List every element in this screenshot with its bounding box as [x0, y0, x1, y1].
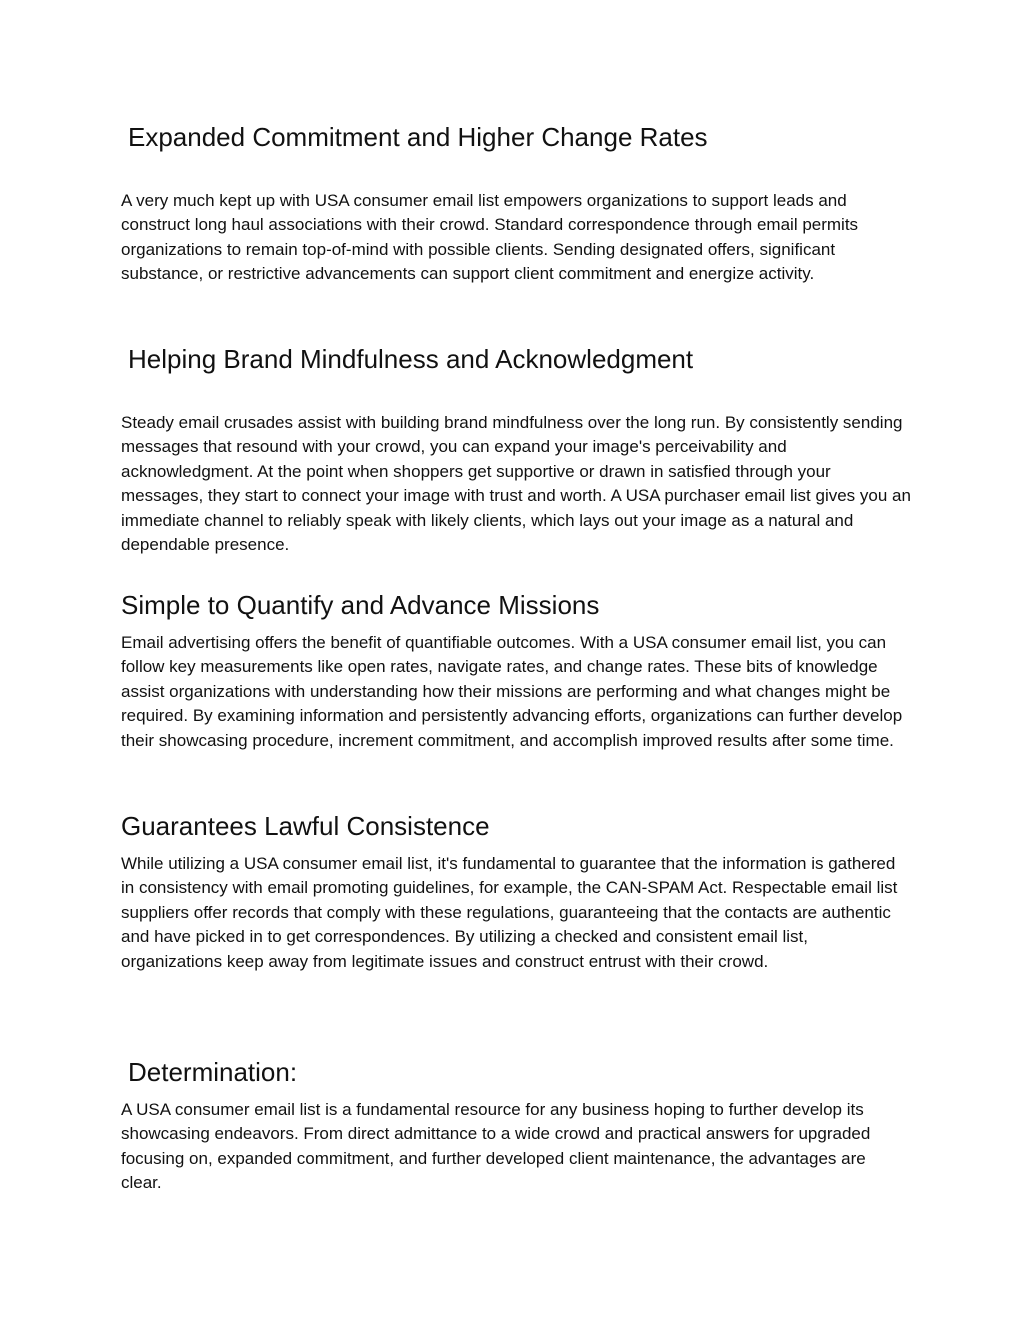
section-heading: Expanded Commitment and Higher Change Rates: [128, 122, 708, 152]
section-heading: Guarantees Lawful Consistence: [121, 811, 490, 841]
section-body: A very much kept up with USA consumer email list empowers organizations to support leads and construct long haul associations with their crowd. Standard correspondence through email permits organizations to remain top-of-mind with possible clients. Sending designated offers, significant substance, or restrictive advancements can support client commitment and energize activity.: [121, 191, 859, 284]
section-expanded-commitment: [121, 121, 911, 287]
section-brand-mindfulness: [121, 343, 911, 557]
section-body: Steady email crusades assist with building brand mindfulness over the long run. By consistently sending messages that resound with your crowd, you can expand your image's perceivability and acknowledgment. At the point when shoppers get supportive or drawn in satisfied through your messages, they start to connect your image with trust and worth. A USA purchaser email list gives you an immediate channel to reliably speak with likely clients, which lays out your image as a natural and dependable presence.: [121, 413, 911, 555]
section-heading: Helping Brand Mindfulness and Acknowledgment: [128, 344, 694, 374]
section-body: A USA consumer email list is a fundamental resource for any business hoping to further develop its showcasing endeavors. From direct admittance to a wide crowd and practical answers for upgraded focusing on, expanded commitment, and further developed client maintenance, the advantages are clear.: [121, 1100, 871, 1193]
section-body: Email advertising offers the benefit of quantifiable outcomes. With a USA consumer email list, you can follow key measurements like open rates, navigate rates, and change rates. These bits of knowledge assist organizations with understanding how their missions are performing and what changes might be required. By examining information and persistently advancing efforts, organizations can further develop their showcasing procedure, increment commitment, and accomplish improved results after some time.: [121, 633, 903, 750]
section-body: While utilizing a USA consumer email list, it's fundamental to guarantee that the information is gathered in consistency with email promoting guidelines, for example, the CAN-SPAM Act. Respectable email list suppliers offer records that comply with these regulations, guaranteeing that the contacts are authentic and have picked in to get correspondences. By utilizing a checked and consistent email list, organizations keep away from legitimate issues and construct entrust with their crowd.: [121, 854, 898, 971]
section-quantify-missions: [121, 589, 911, 753]
section-heading: Simple to Quantify and Advance Missions: [121, 590, 600, 620]
section-heading: Determination:: [128, 1057, 298, 1087]
section-determination: [121, 1056, 911, 1196]
section-lawful-consistence: [121, 810, 911, 974]
